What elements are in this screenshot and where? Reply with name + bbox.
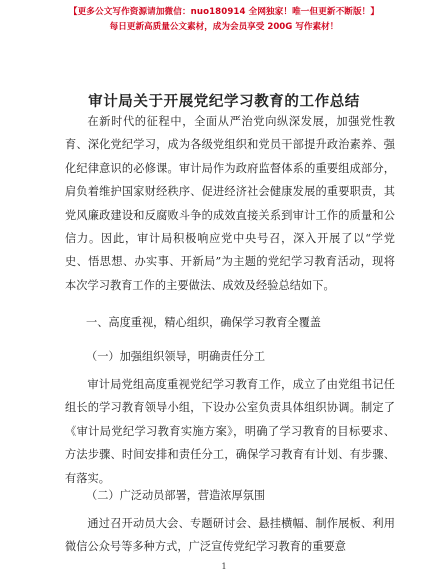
document-title: 审计局关于开展党纪学习教育的工作总结 xyxy=(88,94,360,110)
subsection-heading-2: （二）广泛动员部署，营造浓厚氛围 xyxy=(86,489,266,502)
banner-line-1: 【更多公文写作资源请加微信：nuo180914 全网独家！唯一但更新不断版！】 xyxy=(68,7,380,17)
subsection-heading-1: （一）加强组织领导，明确责任分工 xyxy=(86,350,266,363)
banner-line-2: 每日更新高质量公文素材，成为会员享受 200G 写作素材！ xyxy=(109,22,339,32)
promo-banner xyxy=(0,6,448,33)
intro-paragraph: 在新时代的征程中，全面从严治党向纵深发展，加强党性教育、深化党纪学习，成为各级党组织和党员干部提升政治素养、强化纪律意识的必修课。审计局作为政府监督体系的重要组成部分，肩负着维护国家财经秩序、促进经济社会健康发展的重要职责，其党风廉政建设和反腐败斗争的成效直接关系到审计工作的质量和公信力。因此，审计局积极响应党中央号召，深入开展了以“学党史、悟思想、办实事、开新局”为主题的党纪学习教育活动，现将本次学习教育工作的主要做法、成效及经验总结如下。 xyxy=(65,115,395,292)
section-heading-1: 一、高度重视，精心组织，确保学习教育全覆盖 xyxy=(86,316,321,329)
page-number: 1 xyxy=(221,562,227,571)
body-paragraph-3: 通过召开动员大会、专题研讨会、悬挂横幅、制作展板、利用微信公众号等多种方式，广泛宣传党纪学习教育的重要意 xyxy=(65,517,395,554)
body-paragraph-2: 审计局党组高度重视党纪学习教育工作，成立了由党组书记任组长的学习教育领导小组，下设办公室负责具体组织协调。制定了《审计局党纪学习教育实施方案》，明确了学习教育的目标要求、方法步骤、时间安排和责任分工，确保学习教育有计划、有步骤、有落实。 xyxy=(65,378,395,485)
